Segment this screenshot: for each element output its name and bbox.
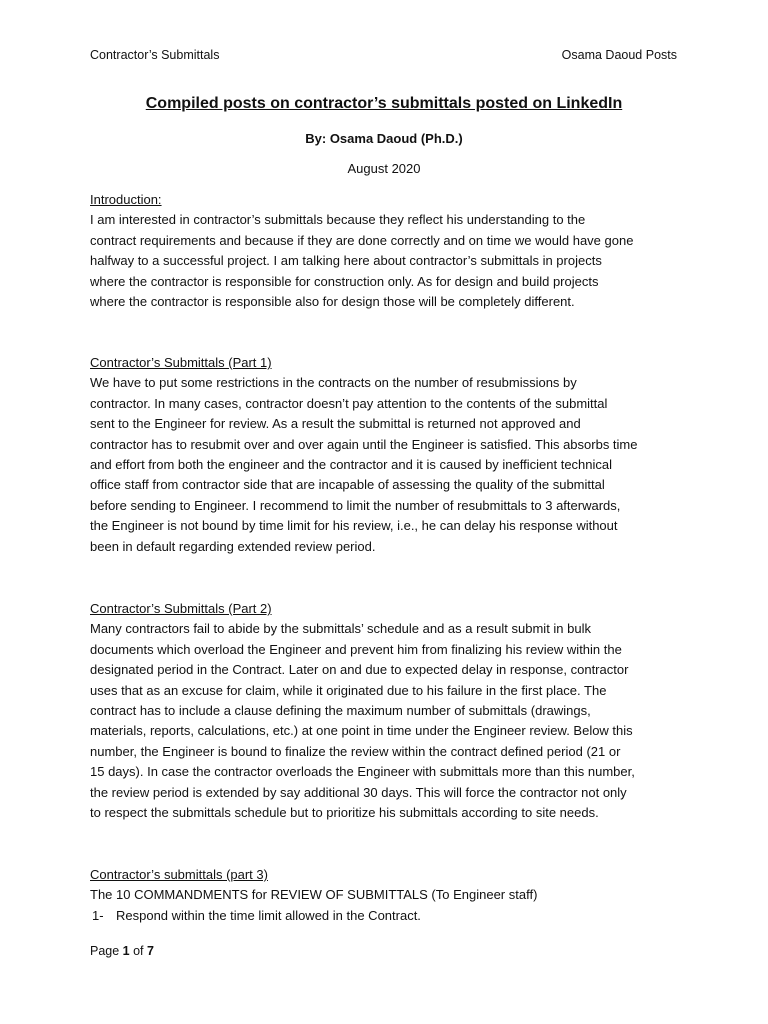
paragraph-line: designated period in the Contract. Later on and due to expected delay in response, contractor xyxy=(90,662,629,678)
section-heading: Contractor’s submittals (part 3) xyxy=(90,867,268,882)
paragraph-line: the Engineer is not bound by time limit for his review, i.e., he can delay his response without xyxy=(90,518,618,534)
paragraph-line: contract has to include a clause defining the maximum number of submittals (drawings, xyxy=(90,703,591,719)
list-intro: The 10 COMMANDMENTS for REVIEW OF SUBMITTALS (To Engineer staff) xyxy=(90,887,538,903)
section-heading: Introduction: xyxy=(90,192,162,207)
paragraph-line: and effort from both the engineer and the contractor and it is caused by inefficient technical xyxy=(90,457,613,473)
running-header-left: Contractor’s Submittals xyxy=(90,48,220,62)
list-item xyxy=(90,906,690,926)
running-header-right: Osama Daoud Posts xyxy=(561,48,677,62)
section-part-1 xyxy=(90,353,690,557)
publication-date: August 2020 xyxy=(347,161,421,176)
total-pages: 7 xyxy=(147,944,154,958)
document-title-text: Compiled posts on contractor’s submittals posted on LinkedIn xyxy=(145,95,623,112)
paragraph-line: contractor. In many cases, contractor doesn’t pay attention to the contents of the submittal xyxy=(90,395,608,411)
paragraph-line: contract requirements and because if they are done correctly and on time we would have gone xyxy=(90,232,634,248)
paragraph-line: where the contractor is responsible for construction only. As for design and build projects xyxy=(90,273,599,289)
list-number: 1- xyxy=(92,907,104,923)
section-introduction xyxy=(90,190,690,312)
paragraph-line: where the contractor is responsible also for design those will be completely different. xyxy=(90,294,575,310)
paragraph-line: documents which overload the Engineer and prevent him from finalizing his review within the xyxy=(90,641,622,657)
paragraph-line: halfway to a successful project. I am talking here about contractor’s submittals in projects xyxy=(90,253,602,269)
page-number-footer xyxy=(90,943,154,959)
list-item-text: Respond within the time limit allowed in the Contract. xyxy=(116,907,421,923)
paragraph-line: 15 days). In case the contractor overloads the Engineer with submittals more than this number, xyxy=(90,764,635,780)
paragraph-line: sent to the Engineer for review. As a result the submittal is returned not approved and xyxy=(90,416,581,432)
section-part-3 xyxy=(90,865,690,926)
paragraph-line: been in default regarding extended review period. xyxy=(90,538,376,554)
paragraph-line: We have to put some restrictions in the contracts on the number of resubmissions by xyxy=(90,375,577,391)
paragraph-line: to respect the submittals schedule but to prioritize his submittals according to site needs. xyxy=(90,805,599,821)
current-page: 1 xyxy=(122,944,130,958)
paragraph-line: contractor has to resubmit over and over again until the Engineer is satisfied. This absorbs time xyxy=(90,436,638,452)
document-title xyxy=(0,94,768,114)
section-heading: Contractor’s Submittals (Part 1) xyxy=(90,355,272,370)
paragraph-line: materials, reports, calculations, etc.) at one point in time under the Engineer review. Below this xyxy=(90,723,633,739)
paragraph-line: number, the Engineer is bound to finalize the review within the contract defined period (21 or xyxy=(90,743,621,759)
section-part-2 xyxy=(90,599,690,823)
paragraph-line: office staff from contractor side that are incapable of assessing the quality of the submittal xyxy=(90,477,605,493)
section-heading: Contractor’s Submittals (Part 2) xyxy=(90,601,272,616)
page-of-label: of xyxy=(129,944,147,958)
paragraph-line: Many contractors fail to abide by the submittals’ schedule and as a result submit in bulk xyxy=(90,621,591,637)
page-label: Page xyxy=(90,944,123,958)
paragraph-line: before sending to Engineer. I recommend to limit the number of resubmittals to 3 afterwards, xyxy=(90,497,621,513)
author-byline: By: Osama Daoud (Ph.D.) xyxy=(305,131,463,146)
paragraph-line: the review period is extended by say additional 30 days. This will force the contractor not only xyxy=(90,784,627,800)
paragraph-line: uses that as an excuse for claim, while it originated due to his failure in the first place. The xyxy=(90,682,607,698)
paragraph-line: I am interested in contractor’s submittals because they reflect his understanding to the xyxy=(90,212,586,228)
